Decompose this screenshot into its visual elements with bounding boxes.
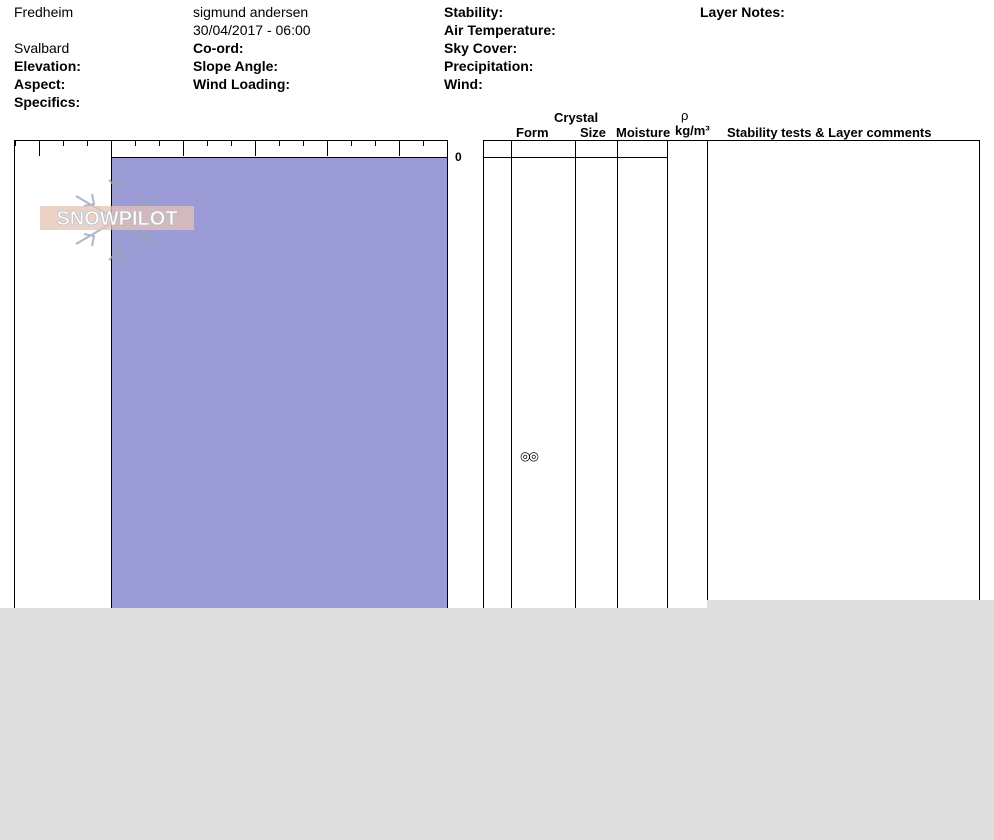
hardness-tick: [423, 140, 424, 146]
graph-surface-line: [111, 157, 448, 158]
hardness-tick: [399, 140, 400, 156]
hardness-tick: [39, 140, 40, 156]
region-name: Svalbard: [14, 40, 70, 56]
coord-label: Co-ord:: [193, 40, 244, 56]
hardness-tick: [207, 140, 208, 146]
grain-form-symbol: ◎◎: [520, 449, 537, 463]
rho-header: ρ: [681, 108, 689, 123]
hardness-tick: [159, 140, 160, 146]
snowpilot-logo: [36, 168, 198, 272]
hardness-tick: [255, 140, 256, 156]
wind-loading-label: Wind Loading:: [193, 76, 291, 92]
layer-notes-label: Layer Notes:: [700, 4, 785, 20]
wind-label: Wind:: [444, 76, 483, 92]
table-col-line: [617, 140, 618, 608]
density-unit-header: kg/m³: [675, 123, 710, 138]
form-header: Form: [516, 125, 549, 140]
table-col-line: [575, 140, 576, 608]
specifics-label: Specifics:: [14, 94, 81, 110]
table-top-border: [483, 140, 980, 141]
hardness-tick: [111, 140, 112, 156]
hardness-tick: [351, 140, 352, 146]
table-col-line: [511, 140, 512, 608]
sky-cover-label: Sky Cover:: [444, 40, 518, 56]
hardness-tick: [231, 140, 232, 146]
hardness-tick: [87, 140, 88, 146]
hardness-tick: [63, 140, 64, 146]
table-right-border: [979, 140, 980, 608]
hardness-tick: [375, 140, 376, 146]
table-col-line: [483, 140, 484, 608]
table-col-line: [707, 140, 708, 608]
comments-header: Stability tests & Layer comments: [727, 125, 932, 140]
observation-datetime: 30/04/2017 - 06:00: [193, 22, 311, 38]
crystal-header: Crystal: [554, 110, 599, 125]
observer-name: sigmund andersen: [193, 4, 309, 20]
location-name: Fredheim: [14, 4, 74, 20]
air-temperature-label: Air Temperature:: [444, 22, 556, 38]
hardness-tick: [327, 140, 328, 156]
precipitation-label: Precipitation:: [444, 58, 534, 74]
elevation-label: Elevation:: [14, 58, 81, 74]
moisture-header: Moisture: [616, 125, 671, 140]
table-col-line: [667, 140, 668, 608]
empty-footer-area: [0, 608, 994, 840]
depth-zero-label: 0: [455, 150, 462, 164]
hardness-tick: [135, 140, 136, 146]
hardness-tick: [183, 140, 184, 156]
hardness-tick: [15, 140, 16, 146]
graph-left-border: [14, 140, 15, 608]
size-header: Size: [580, 125, 607, 140]
logo-text: SNOWPILOT: [56, 208, 178, 230]
slope-angle-label: Slope Angle:: [193, 58, 279, 74]
hardness-tick: [303, 140, 304, 146]
aspect-label: Aspect:: [14, 76, 66, 92]
stability-label: Stability:: [444, 4, 504, 20]
graph-right-border: [447, 140, 448, 608]
hardness-tick: [279, 140, 280, 146]
